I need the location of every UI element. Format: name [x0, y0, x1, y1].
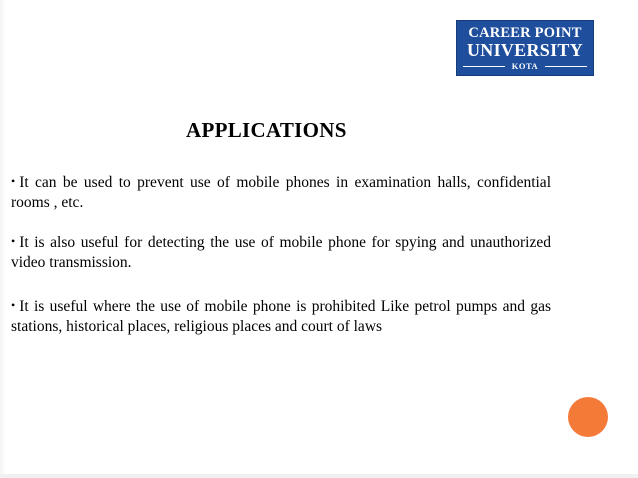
bullet-icon: •: [11, 298, 16, 312]
bullet-item-1: [11, 171, 551, 213]
logo-line-1: CAREER POINT: [468, 25, 582, 41]
orange-circle-decoration: [568, 397, 608, 437]
logo-rule-right: [545, 66, 587, 67]
career-point-university-logo: [456, 20, 594, 76]
logo-line-3: KOTA: [511, 61, 539, 71]
bullet-text-3: It is useful where the use of mobile phone is prohibited Like petrol pumps and gas stations, historical places, religious places and court of laws: [11, 298, 551, 335]
bullet-text-1: It can be used to prevent use of mobile phones in examination halls, confidential rooms , etc.: [11, 174, 551, 211]
slide-title: APPLICATIONS: [186, 118, 347, 142]
bullet-item-3: [11, 295, 551, 337]
bullet-text-2: It is also useful for detecting the use of mobile phone for spying and unauthorized video transmission.: [11, 234, 551, 271]
slide-bottom-border: [0, 474, 638, 478]
bullet-icon: •: [11, 174, 16, 188]
bullet-icon: •: [11, 234, 16, 248]
logo-line-2: UNIVERSITY: [466, 40, 584, 60]
bullet-item-2: [11, 231, 551, 273]
slide-left-border: [0, 0, 6, 478]
logo-line-3-wrap: [463, 61, 587, 72]
